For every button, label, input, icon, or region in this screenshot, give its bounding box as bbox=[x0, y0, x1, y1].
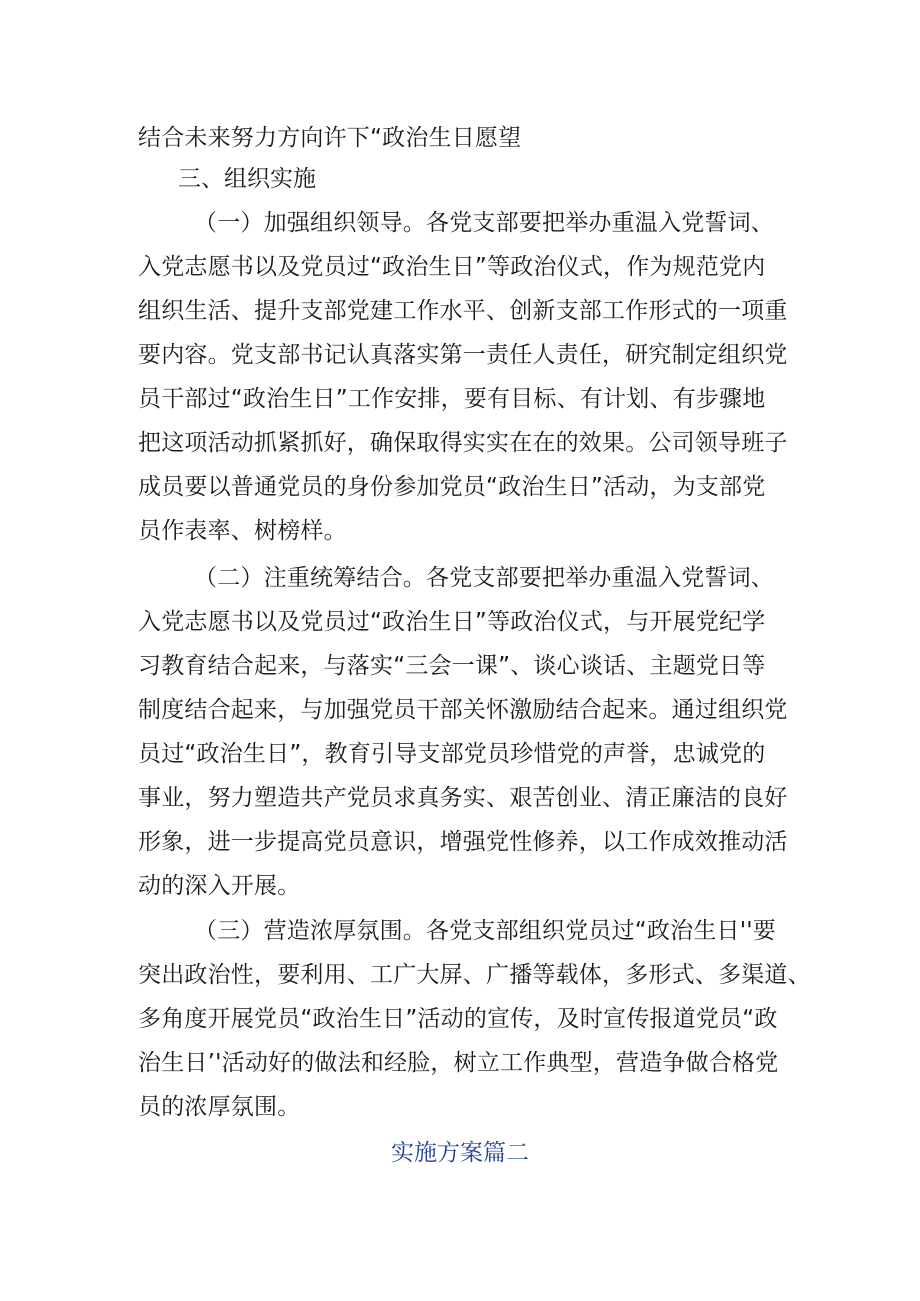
paragraph-line: 员干部过“政治生日”工作安排，要有目标、有计划、有步骤地 bbox=[138, 386, 766, 412]
paragraph-line: （三）营造浓厚氛围。各党支部组织党员过“政治生日''要 bbox=[194, 918, 776, 944]
paragraph-line: 员过“政治生日”，教育引导支部党员珍惜党的声誉，忠诚党的 bbox=[138, 741, 766, 767]
paragraph-line: 习教育结合起来，与落实“三会一课”、谈心谈话、主题党日等 bbox=[138, 653, 766, 679]
paragraph-line: 把这项活动抓紧抓好，确保取得实实在在的效果。公司领导班子 bbox=[138, 430, 788, 456]
paragraph-line: 组织生活、提升支部党建工作水平、创新支部工作形式的一项重 bbox=[138, 298, 788, 324]
intro-line: 结合未来努力方向许下“政治生日愿望 bbox=[138, 125, 522, 151]
paragraph-line: 事业，努力塑造共产党员求真务实、艰苦创业、清正廉洁的良好 bbox=[138, 785, 788, 811]
paragraph-line: 突出政治性，要利用、工广大屏、广播等载体，多形式、多渠道、 bbox=[138, 962, 811, 988]
paragraph-line: （一）加强组织领导。各党支部要把举办重温入党誓词、 bbox=[194, 210, 774, 236]
paragraph-line: （二）注重统筹结合。各党支部要把举办重温入党誓词、 bbox=[194, 565, 774, 591]
paragraph-line: 动的深入开展。 bbox=[138, 873, 301, 899]
paragraph-line: 形象，进一步提高党员意识，增强党性修养，以工作成效推动活 bbox=[138, 829, 788, 855]
next-section-title: 实施方案篇二 bbox=[391, 1140, 529, 1166]
paragraph-atmosphere bbox=[138, 909, 811, 1129]
section-heading: 三、组织实施 bbox=[178, 166, 316, 192]
paragraph-line: 员作表率、树榜样。 bbox=[138, 518, 347, 544]
paragraph-line: 成员要以普通党员的身份参加党员“政治生日”活动，为支部党 bbox=[138, 474, 766, 500]
paragraph-line: 治生日’'活动好的做法和经脸，树立工作典型，营造争做合格党 bbox=[138, 1050, 779, 1076]
paragraph-line: 要内容。党支部书记认真落实第一责任人责任，研究制定组织党 bbox=[138, 342, 788, 368]
intro-paragraph bbox=[138, 116, 788, 160]
paragraph-line: 员的浓厚氛围。 bbox=[138, 1094, 301, 1120]
paragraph-coordination bbox=[138, 556, 788, 908]
paragraph-line: 制度结合起来，与加强党员干部关怀激励结合起来。通过组织党 bbox=[138, 697, 788, 723]
paragraph-organization-leadership bbox=[138, 201, 788, 553]
paragraph-line: 入党志愿书以及党员过“政治生日”等政治仪式，与开展党纪学 bbox=[138, 609, 766, 635]
paragraph-line: 入党志愿书以及党员过“政治生日”等政治仪式，作为规范党内 bbox=[138, 254, 766, 280]
paragraph-line: 多角度开展党员“政治生日”活动的宣传，及时宣传报道党员“政 bbox=[138, 1006, 778, 1032]
